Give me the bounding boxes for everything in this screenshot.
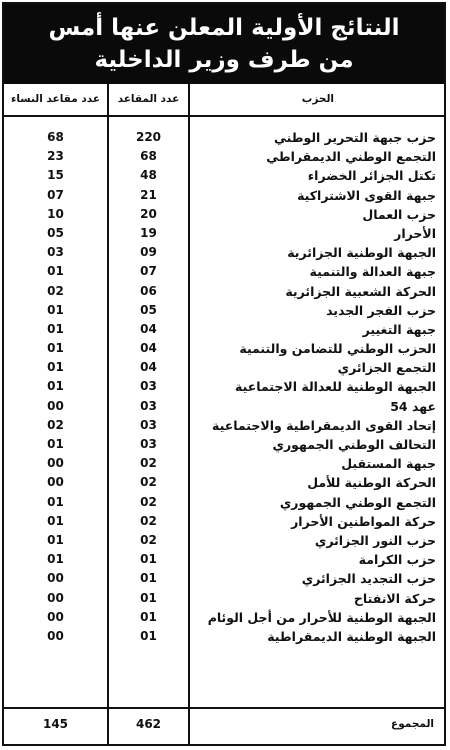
seats-cell: 220 [135,130,162,144]
table-row [4,531,444,550]
seats-cell: 04 [140,341,157,356]
women-seats-cell: 02 [47,417,64,432]
table-row [4,569,444,588]
party-name-cell: حركة المواطنين الأحرار [291,513,436,529]
women-seats-cell: 00 [47,398,64,413]
party-name-cell: التحالف الوطني الجمهوري [272,437,436,452]
table-row [4,128,444,147]
party-name-cell: جبهة العدالة والتنمية [309,264,436,280]
party-name-cell: حزب جبهة التحرير الوطني [273,130,436,145]
party-name-cell: حزب العمال [362,206,436,222]
table-row [4,243,444,262]
table-row [4,147,444,166]
total-women-seats: 145 [42,717,69,731]
women-seats-cell: 01 [47,341,64,356]
party-name-cell: جبهة التغيير [362,321,436,337]
seats-cell: 04 [140,360,157,375]
women-seats-cell: 00 [47,590,64,605]
women-seats-cell: 01 [47,532,64,547]
party-name-cell: الجبهة الوطنية الديمقراطية [267,628,436,644]
seats-cell: 01 [140,590,157,605]
women-seats-cell: 01 [47,379,64,394]
seats-cell: 21 [140,187,157,202]
seats-cell: 05 [140,302,157,317]
party-name-cell: جبهة القوى الاشتراكية [297,187,436,203]
table-body [4,128,444,646]
women-seats-cell: 01 [47,321,64,336]
table-row [4,358,444,377]
party-name-cell: التجمع الوطني الجمهوري [279,494,436,510]
party-name-cell: حركة الانفتاح [353,590,436,606]
total-seats: 462 [135,717,162,731]
results-table [2,2,446,746]
party-name-cell: الجبهة الوطنية الجزائرية [287,245,436,261]
header-title-line1: النتائج الأولية المعلن عنها أمس [48,15,400,41]
seats-cell: 02 [140,456,157,471]
table-row [4,205,444,224]
total-row [4,707,444,744]
women-seats-cell: 05 [47,225,64,240]
women-seats-cell: 00 [47,456,64,471]
seats-cell: 48 [140,168,157,183]
women-seats-cell: 68 [47,130,64,144]
women-seats-cell: 00 [47,571,64,586]
table-row [4,186,444,205]
women-seats-cell: 00 [47,609,64,624]
party-name-cell: الأحرار [394,225,436,241]
column-header-party: الحزب [301,93,334,105]
table-row [4,397,444,416]
seats-cell: 03 [140,379,157,394]
seats-cell: 02 [140,475,157,490]
women-seats-cell: 01 [47,360,64,375]
seats-cell: 04 [140,321,157,336]
women-seats-cell: 00 [47,628,64,643]
column-header-women-seats: عدد مقاعد النساء [11,93,100,105]
party-name-cell: حزب التجديد الجزائري [301,571,436,587]
women-seats-cell: 02 [47,283,64,298]
party-name-cell: التجمع الوطني الديمقراطي [266,149,436,165]
party-name-cell: التجمع الجزائري [337,360,436,376]
seats-cell: 07 [140,264,157,279]
table-header [4,4,444,84]
party-name-cell: إتحاد القوى الديمقراطية والاجتماعية [212,417,436,433]
party-name-cell: الجبهة الوطنية للعدالة الاجتماعية [235,379,436,395]
party-name-cell: جبهة المستقبل [341,456,436,472]
table-row [4,608,444,627]
table-row [4,166,444,185]
women-seats-cell: 01 [47,264,64,279]
seats-cell: 03 [140,437,157,451]
seats-cell: 06 [140,283,157,298]
seats-cell: 19 [140,225,157,240]
women-seats-cell: 01 [47,513,64,528]
table-row [4,550,444,569]
table-row [4,282,444,301]
table-row [4,589,444,608]
table-row [4,262,444,281]
party-name-cell: عهد 54 [390,398,436,414]
women-seats-cell: 07 [47,187,64,202]
seats-cell: 09 [140,245,157,260]
column-header-seats: عدد المقاعد [117,93,180,105]
party-name-cell: حزب الفجر الجديد [326,302,436,318]
total-label: المجموع [391,718,434,730]
table-row [4,493,444,512]
table-row [4,435,444,454]
table-row [4,339,444,358]
party-name-cell: تكتل الجزائر الخضراء [307,168,436,184]
party-name-cell: حزب الكرامة [358,552,436,568]
table-row [4,627,444,646]
table-row [4,473,444,492]
table-row [4,320,444,339]
seats-cell: 02 [140,532,157,547]
table-row [4,454,444,473]
seats-cell: 02 [140,494,157,509]
women-seats-cell: 10 [47,206,64,221]
seats-cell: 68 [140,149,157,164]
seats-cell: 01 [140,628,157,643]
table-row [4,416,444,435]
table-row [4,301,444,320]
seats-cell: 03 [140,417,157,432]
party-name-cell: الحركة الشعبية الجزائرية [285,283,436,299]
seats-cell: 20 [140,206,157,221]
party-name-cell: حزب النور الجزائري [314,532,436,548]
seats-cell: 03 [140,398,157,413]
table-row [4,224,444,243]
party-name-cell: الحزب الوطني للتضامن والتنمية [239,341,436,357]
women-seats-cell: 03 [47,245,64,260]
seats-cell: 02 [140,513,157,528]
seats-cell: 01 [140,609,157,624]
table-row [4,512,444,531]
women-seats-cell: 00 [47,475,64,490]
column-headers [4,84,444,117]
party-name-cell: الجبهة الوطنية للأحرار من أجل الوئام [207,609,436,625]
women-seats-cell: 15 [47,168,64,183]
women-seats-cell: 01 [47,494,64,509]
seats-cell: 01 [140,571,157,586]
women-seats-cell: 23 [47,149,64,164]
header-title-line2: من طرف وزير الداخلية [94,47,354,73]
women-seats-cell: 01 [47,437,64,451]
table-row [4,377,444,396]
party-name-cell: الحركة الوطنية للأمل [307,475,436,491]
women-seats-cell: 01 [47,552,64,567]
seats-cell: 01 [140,552,157,567]
women-seats-cell: 01 [47,302,64,317]
